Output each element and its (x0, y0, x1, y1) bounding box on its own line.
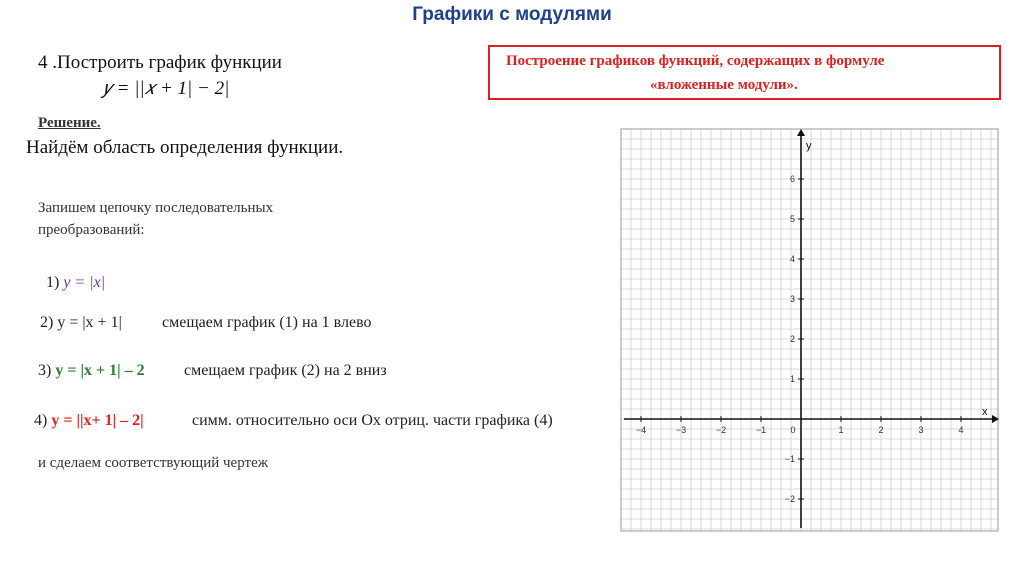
step-2-note: смещаем график (1) на 1 влево (162, 314, 372, 331)
y-tick-label: 6 (789, 174, 795, 184)
step-4-note: симм. относительно оси Ох отриц. части графика (4) (192, 412, 553, 429)
x-tick-label: −3 (675, 425, 687, 435)
chain-intro-line-1: Запишем цепочку последовательных (38, 200, 274, 216)
chain-intro-line-2: преобразований: (38, 222, 145, 238)
note-line-1: Построение графиков функций, содержащих в формуле (506, 53, 885, 69)
solution-heading: Решение. (38, 115, 101, 131)
y-tick-label: 3 (789, 294, 795, 304)
coordinate-grid (620, 128, 1000, 533)
x-tick-label: 4 (958, 425, 964, 435)
x-tick-label: −1 (755, 425, 767, 435)
y-tick-label: 5 (789, 214, 795, 224)
domain-text: Найдём область определения функции. (26, 137, 344, 158)
grid-lines (621, 129, 998, 531)
step-1 (46, 274, 105, 292)
note-line-2: «вложенные модули». (650, 77, 798, 93)
task-label: 4 .Построить график функции (38, 52, 282, 73)
x-tick-label: 1 (838, 425, 844, 435)
y-axis-label: y (806, 140, 812, 152)
step-4-formula: y = ||x+ 1| – 2| (51, 412, 144, 429)
step-1-formula: y = |x| (63, 274, 106, 291)
step-1-num: 1) (46, 274, 60, 291)
x-tick-label: 0 (790, 425, 796, 435)
y-tick-label: −2 (784, 494, 795, 504)
x-axis-label: x (982, 406, 988, 418)
task-formula: 𝑦 = ||𝑥 + 1| − 2| (103, 78, 230, 99)
step-3-num: 3) (38, 362, 52, 379)
step-4-num: 4) (34, 412, 48, 429)
step-3-formula: y = |x + 1| – 2 (55, 362, 145, 379)
y-tick-label: 4 (789, 254, 795, 264)
y-tick-label: −1 (784, 454, 795, 464)
x-tick-label: 3 (918, 425, 924, 435)
y-tick-label: 2 (789, 334, 795, 344)
x-tick-label: −2 (715, 425, 727, 435)
y-tick-label: 1 (789, 374, 795, 384)
x-tick-label: 2 (878, 425, 884, 435)
page-title: Графики с модулями (412, 4, 612, 25)
y-axis-arrow (797, 129, 805, 136)
step-2-num: 2) (40, 314, 54, 331)
step-4 (34, 412, 144, 430)
step-2 (40, 314, 122, 332)
step-2-formula: y = |x + 1| (57, 314, 122, 331)
step-3-note: смещаем график (2) на 2 вниз (184, 362, 387, 379)
x-tick-label: −4 (635, 425, 647, 435)
step-3 (38, 362, 145, 380)
final-text: и сделаем соответствующий чертеж (38, 455, 269, 471)
